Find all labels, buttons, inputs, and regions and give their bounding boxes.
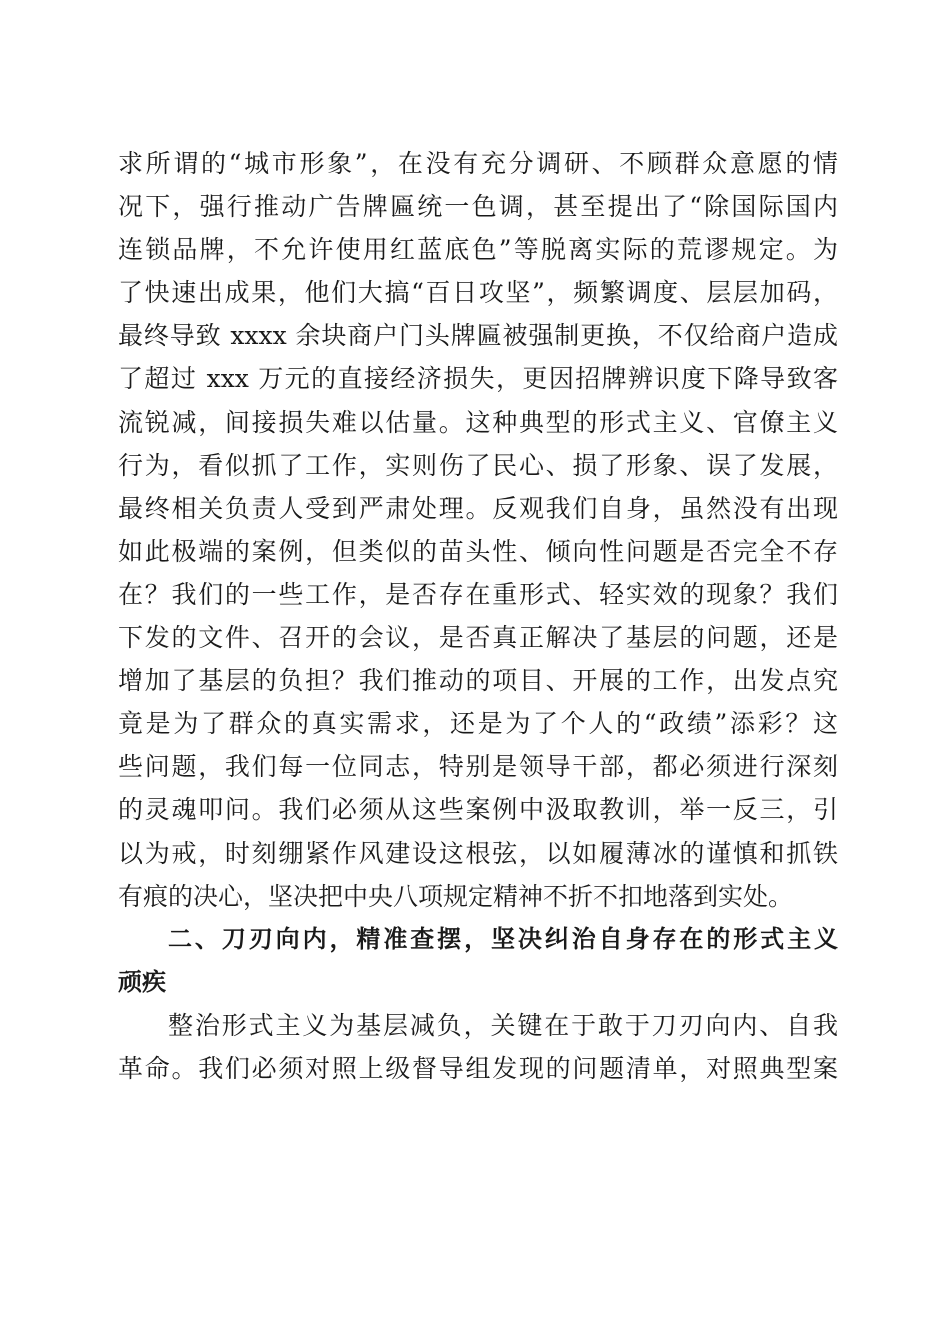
body-line: 增加了基层的负担？我们推动的项目、开展的工作，出发点究	[118, 666, 838, 696]
body-line: 有痕的决心，坚决把中央八项规定精神不折不扣地落到实处。	[118, 881, 794, 911]
body-line: 下发的文件、召开的会议，是否真正解决了基层的问题，还是	[118, 623, 838, 653]
body-line: 况下，强行推动广告牌匾统一色调，甚至提出了“除国际国内	[118, 192, 838, 222]
body-line: 如此极端的案例，但类似的苗头性、倾向性问题是否完全不存	[118, 536, 838, 566]
body-line: 竟是为了群众的真实需求，还是为了个人的“政绩”添彩？这	[118, 709, 838, 739]
body-line: 革命。我们必须对照上级督导组发现的问题清单，对照典型案	[118, 1053, 838, 1083]
body-line: 行为，看似抓了工作，实则伤了民心、损了形象、误了发展，	[118, 450, 838, 480]
section-heading: 二、刀刃向内，精准查摆，坚决纠治自身存在的形式主义	[168, 924, 838, 953]
body-line: 连锁品牌，不允许使用红蓝底色”等脱离实际的荒谬规定。为	[118, 235, 838, 265]
body-line: 最终相关负责人受到严肃处理。反观我们自身，虽然没有出现	[118, 493, 838, 523]
body-line: 最终导致 xxxx 余块商户门头牌匾被强制更换，不仅给商户造成	[118, 321, 838, 351]
body-line: 在？我们的一些工作，是否存在重形式、轻实效的现象？我们	[118, 579, 838, 609]
body-line: 些问题，我们每一位同志，特别是领导干部，都必须进行深刻	[118, 752, 838, 782]
section-heading-continued: 顽疾	[118, 967, 166, 996]
body-line: 求所谓的“城市形象”，在没有充分调研、不顾群众意愿的情	[118, 149, 838, 178]
body-line: 流锐减，间接损失难以估量。这种典型的形式主义、官僚主义	[118, 407, 838, 437]
paragraph-first-line: 整治形式主义为基层减负，关键在于敢于刀刃向内、自我	[168, 1010, 838, 1040]
body-line: 的灵魂叩问。我们必须从这些案例中汲取教训，举一反三，引	[118, 795, 838, 825]
document-body	[118, 142, 838, 1090]
body-line: 了快速出成果，他们大搞“百日攻坚”，频繁调度、层层加码，	[118, 278, 838, 308]
body-line: 了超过 xxx 万元的直接经济损失，更因招牌辨识度下降导致客	[118, 364, 838, 394]
body-line: 以为戒，时刻绷紧作风建设这根弦，以如履薄冰的谨慎和抓铁	[118, 838, 838, 868]
